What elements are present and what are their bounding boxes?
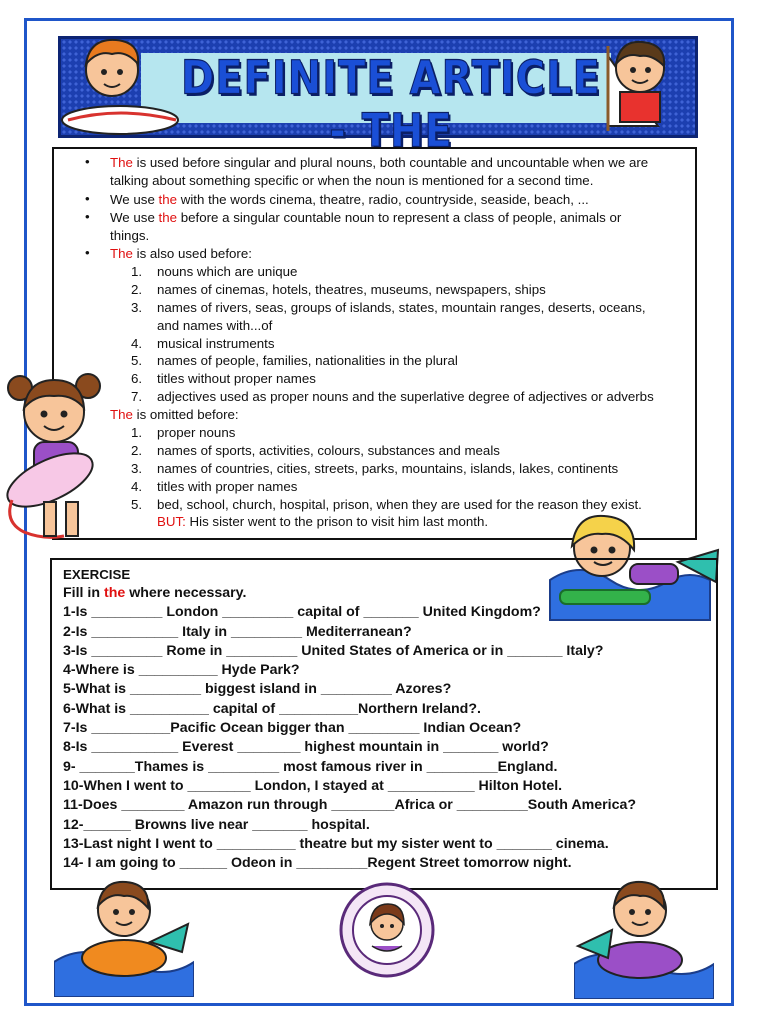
exercise-item: 2-Is ___________ Italy in _________ Mediterranean? — [63, 624, 412, 640]
list-number: 4. — [131, 479, 143, 494]
but-example: BUT: His sister went to the prison to visit him last month. — [157, 514, 489, 529]
list-item: titles without proper names — [157, 371, 316, 386]
rule-line: We use the with the words cinema, theatre, radio, countryside, seaside, beach, ... — [110, 192, 589, 207]
exercise-item: 13-Last night I went to __________ theatre but my sister went to _______ cinema. — [63, 836, 609, 852]
list-number: 3. — [131, 300, 143, 315]
list-number: 2. — [131, 443, 143, 458]
list-number: 4. — [131, 336, 143, 351]
list-item: names of rivers, seas, groups of islands, states, mountain ranges, deserts, oceans, — [157, 300, 646, 315]
exercise-item: 3-Is _________ Rome in _________ United States of America or in _______ Italy? — [63, 643, 604, 659]
list-item: adjectives used as proper nouns and the superlative degree of adjectives or adverbs — [157, 389, 654, 404]
exercise-item: 5-What is _________ biggest island in _________ Azores? — [63, 681, 452, 697]
list-item: and names with...of — [157, 318, 273, 333]
list-number: 3. — [131, 461, 143, 476]
bullet-dot: • — [85, 154, 90, 169]
girl-surfboard-illustration — [4, 372, 112, 547]
bullet-dot: • — [85, 245, 90, 260]
exercise-item: 11-Does ________ Amazon run through ________Africa or _________South America? — [63, 797, 637, 813]
exercise-item: 8-Is ___________ Everest ________ highest mountain in _______ world? — [63, 739, 549, 755]
exercise-item: 6-What is __________ capital of __________Northern Ireland?. — [63, 701, 481, 717]
exercise-item: 4-Where is __________ Hyde Park? — [63, 662, 300, 678]
list-item: bed, school, church, hospital, prison, when they are used for the reason they exist. — [157, 497, 642, 512]
list-item: names of cinemas, hotels, theatres, museums, newspapers, ships — [157, 282, 546, 297]
list-number: 6. — [131, 371, 143, 386]
list-item: names of countries, cities, streets, parks, mountains, islands, lakes, continents — [157, 461, 619, 476]
thistlegirl-logo — [332, 870, 442, 982]
exercise-instructions: Fill in the where necessary. — [63, 585, 247, 601]
boy-float-left-illustration — [54, 872, 194, 997]
exercise-item: 1-Is _________ London _________ capital of _______ United Kingdom? — [63, 604, 541, 620]
list-number: 5. — [131, 353, 143, 368]
bullet-dot: • — [85, 209, 90, 224]
boy-sailboat-illustration — [578, 36, 688, 136]
list-item: names of sports, activities, colours, substances and meals — [157, 443, 500, 458]
bullet-dot: • — [85, 191, 90, 206]
exercise-item: 14- I am going to ______ Odeon in _________Regent Street tomorrow night. — [63, 855, 572, 871]
rule-line: We use the before a singular countable noun to represent a class of people, animals or — [110, 210, 622, 225]
page-title: DEFINITE ARTICLE - THE — [181, 52, 601, 158]
exercise-heading: EXERCISE — [63, 567, 131, 582]
list-item: proper nouns — [157, 425, 236, 440]
rule-line: The is used before singular and plural nouns, both countable and uncountable when we are — [110, 155, 649, 170]
rule-line: talking about something specific or when the noun is mentioned for a second time. — [110, 173, 594, 188]
list-number: 5. — [131, 497, 143, 512]
rule-line: The is also used before: — [110, 246, 252, 261]
list-item: musical instruments — [157, 336, 275, 351]
rule-line: The is omitted before: — [110, 407, 239, 422]
exercise-item: 10-When I went to ________ London, I stayed at ___________ Hilton Hotel. — [63, 778, 563, 794]
list-item: titles with proper names — [157, 479, 298, 494]
rule-line: things. — [110, 228, 150, 243]
list-item: nouns which are unique — [157, 264, 298, 279]
boy-float-right-illustration — [574, 874, 714, 999]
list-item: names of people, families, nationalities in the plural — [157, 353, 458, 368]
boy-surfboard-illustration — [60, 28, 180, 138]
list-number: 7. — [131, 389, 143, 404]
list-number: 1. — [131, 264, 143, 279]
exercise-item: 9- _______Thames is _________ most famous river in _________England. — [63, 759, 558, 775]
list-number: 2. — [131, 282, 143, 297]
exercise-item: 7-Is __________Pacific Ocean bigger than _________ Indian Ocean? — [63, 720, 522, 736]
exercise-item: 12-______ Browns live near _______ hospital. — [63, 817, 370, 833]
list-number: 1. — [131, 425, 143, 440]
